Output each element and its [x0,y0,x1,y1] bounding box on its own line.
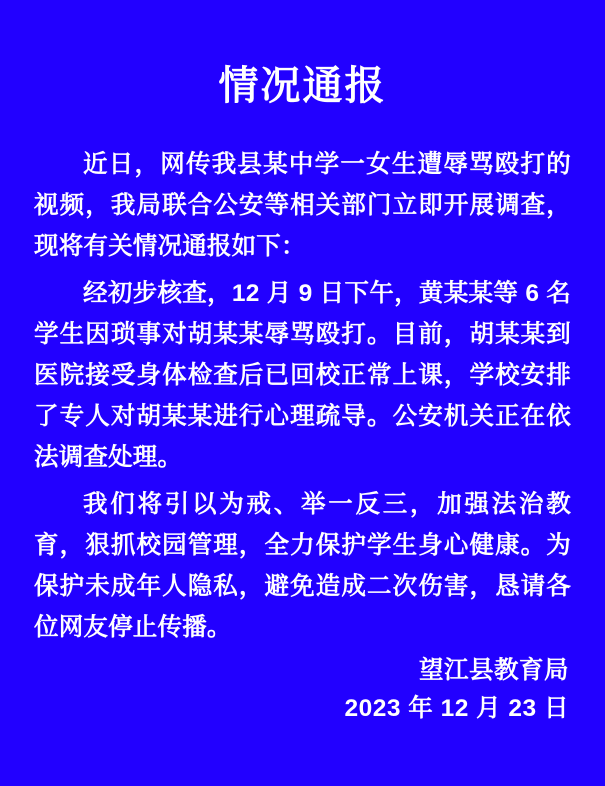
page-title: 情况通报 [218,64,387,108]
notice-body [34,144,571,654]
notice-paragraph: 我们将引以为戒、举一反三，加强法治教育，狠抓校园管理，全力保护学生身心健康。为保护未成年人隐私，避免造成二次伤害，恳请各位网友停止传播。 [34,491,571,641]
signature-organization: 望江县教育局 [419,657,569,684]
notice-paragraph: 近日，网传我县某中学一女生遭辱骂殴打的视频，我局联合公安等相关部门立即开展调查，现将有关情况通报如下： [34,151,571,260]
notice-paragraph: 经初步核查，12 月 9 日下午，黄某某等 6 名学生因琐事对胡某某辱骂殴打。目前，胡某某到医院接受身体检查后已回校正常上课，学校安排了专人对胡某某进行心理疏导。公安机关正在依法调查处理。 [34,280,571,471]
signature-date: 2023 年 12 月 23 日 [344,695,569,722]
signature-block [344,652,569,728]
